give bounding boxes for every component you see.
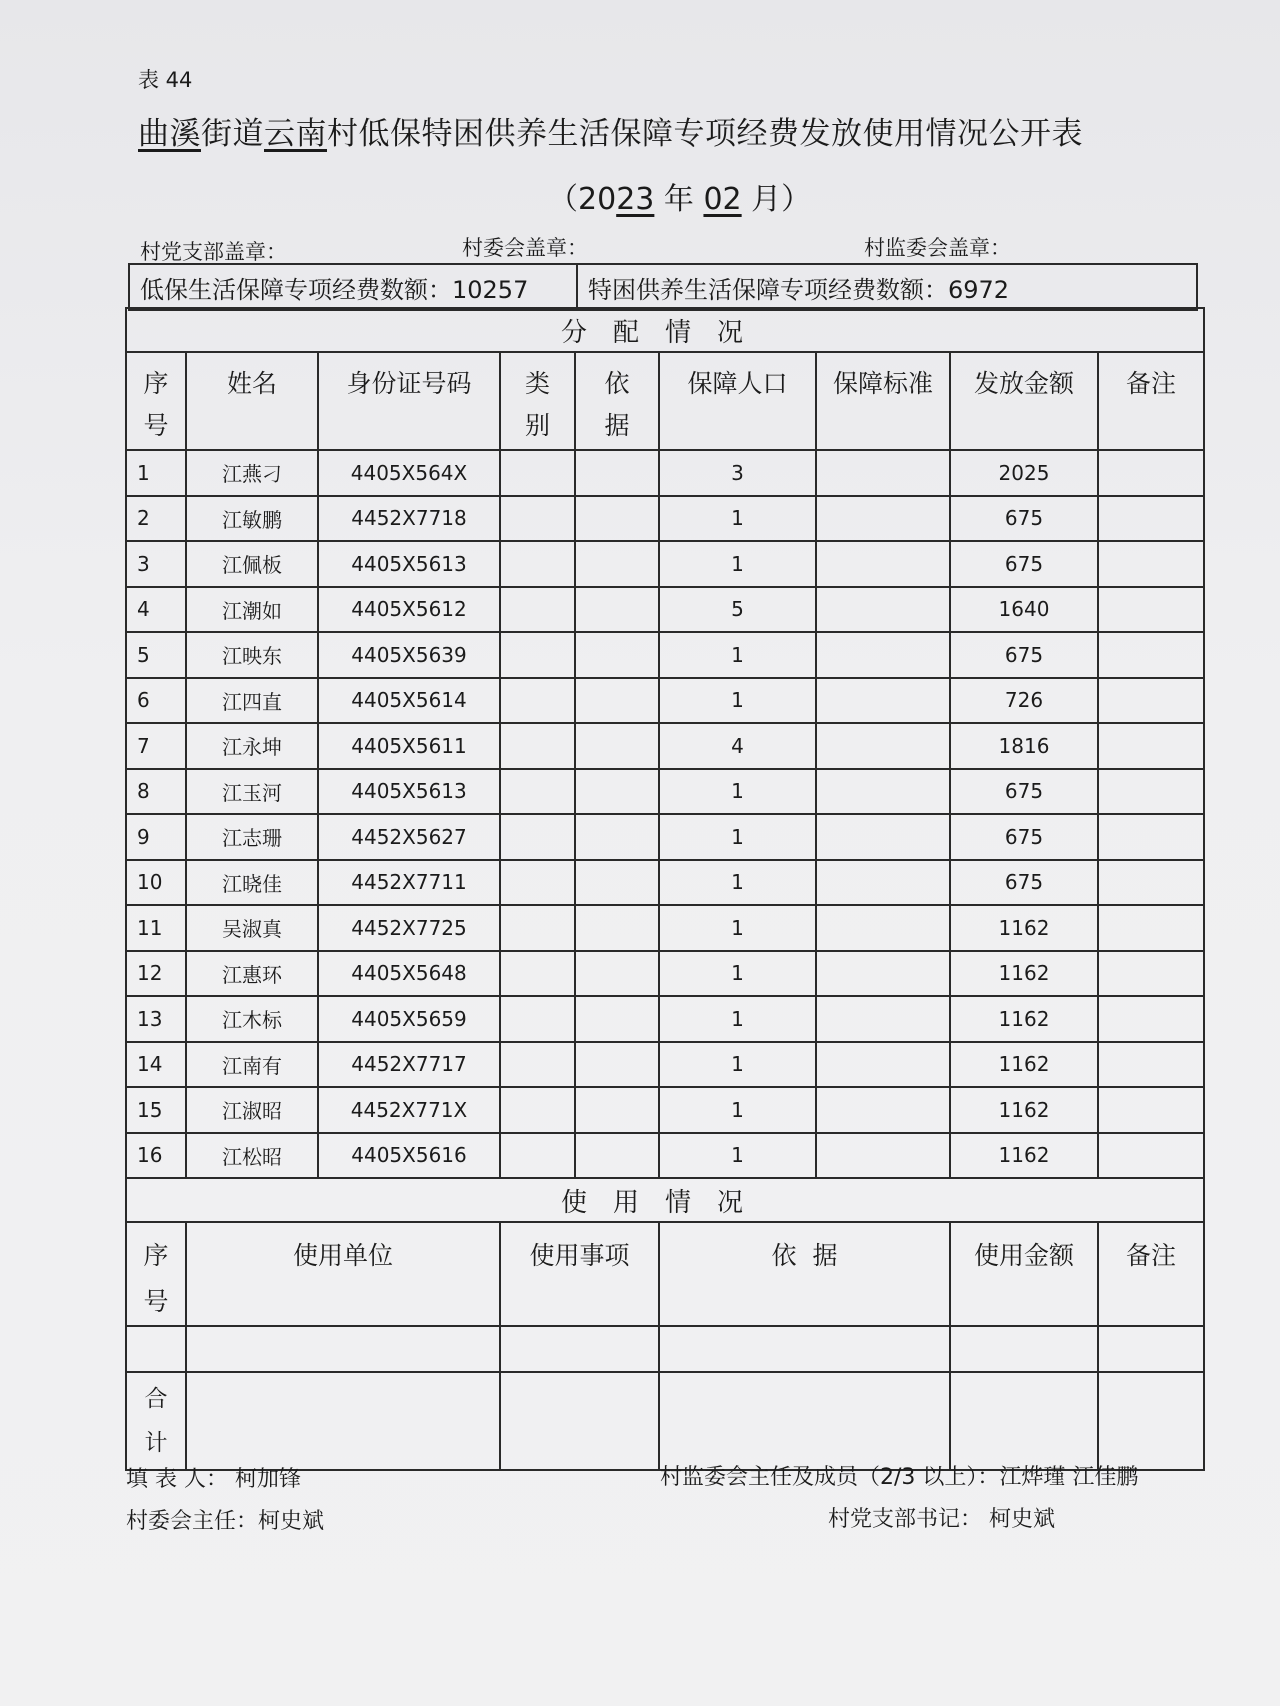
row-category xyxy=(500,678,575,724)
row-population: 1 xyxy=(659,632,816,678)
row-population: 1 xyxy=(659,860,816,906)
row-basis xyxy=(575,496,659,542)
row-seq: 3 xyxy=(126,541,186,587)
row-seq: 14 xyxy=(126,1042,186,1088)
row-name: 江淑昭 xyxy=(186,1087,318,1133)
period-month: 02 xyxy=(703,182,742,217)
fund-amounts-table xyxy=(128,263,1198,311)
row-remark xyxy=(1098,905,1204,951)
row-category xyxy=(500,1133,575,1179)
table-row xyxy=(126,814,1204,860)
row-standard xyxy=(816,1087,950,1133)
row-name: 江玉河 xyxy=(186,769,318,815)
row-seq: 8 xyxy=(126,769,186,815)
row-basis xyxy=(575,860,659,906)
row-seq: 1 xyxy=(126,450,186,496)
row-standard xyxy=(816,1133,950,1179)
row-standard xyxy=(816,1042,950,1088)
row-id: 4405X5613 xyxy=(318,541,500,587)
row-seq: 5 xyxy=(126,632,186,678)
row-amount: 1162 xyxy=(950,905,1098,951)
row-seq: 7 xyxy=(126,723,186,769)
row-category xyxy=(500,496,575,542)
row-amount: 675 xyxy=(950,496,1098,542)
usage-col-header-seq: 序 号 xyxy=(126,1222,186,1326)
row-population: 1 xyxy=(659,541,816,587)
distribution-header-row xyxy=(126,352,1204,450)
row-id: 4405X5639 xyxy=(318,632,500,678)
row-standard xyxy=(816,996,950,1042)
row-remark xyxy=(1098,723,1204,769)
title-street: 街道 xyxy=(201,116,264,152)
row-remark xyxy=(1098,1087,1204,1133)
table-row xyxy=(126,678,1204,724)
document-title xyxy=(138,108,1083,153)
row-id: 4405X5616 xyxy=(318,1133,500,1179)
row-category xyxy=(500,1042,575,1088)
table-row xyxy=(126,1042,1204,1088)
row-remark xyxy=(1098,632,1204,678)
row-population: 1 xyxy=(659,678,816,724)
table-row xyxy=(126,951,1204,997)
supervision-committee-stamp-label: 村监委会盖章： xyxy=(864,236,1011,260)
form-number: 表 44 xyxy=(138,68,193,92)
row-basis xyxy=(575,1042,659,1088)
tekun-fund-amount: 特困供养生活保障专项经费数额：6972 xyxy=(577,264,1197,310)
period xyxy=(548,174,811,218)
usage-cell xyxy=(186,1372,500,1470)
row-amount: 1816 xyxy=(950,723,1098,769)
row-id: 4405X5648 xyxy=(318,951,500,997)
row-remark xyxy=(1098,860,1204,906)
row-standard xyxy=(816,678,950,724)
row-category xyxy=(500,1087,575,1133)
row-remark xyxy=(1098,1133,1204,1179)
row-id: 4452X7711 xyxy=(318,860,500,906)
row-remark xyxy=(1098,496,1204,542)
row-category xyxy=(500,541,575,587)
row-category xyxy=(500,951,575,997)
row-population: 1 xyxy=(659,769,816,815)
usage-header-row xyxy=(126,1222,1204,1326)
table-row xyxy=(126,769,1204,815)
col-header-remark: 备注 xyxy=(1098,352,1204,450)
row-category xyxy=(500,769,575,815)
row-name: 吴淑真 xyxy=(186,905,318,951)
village-committee-stamp-label: 村委会盖章： xyxy=(462,236,588,260)
row-name: 江映东 xyxy=(186,632,318,678)
col-header-id: 身份证号码 xyxy=(318,352,500,450)
usage-cell xyxy=(950,1326,1098,1372)
row-remark xyxy=(1098,678,1204,724)
row-population: 1 xyxy=(659,905,816,951)
row-id: 4405X5614 xyxy=(318,678,500,724)
usage-col-header-basis: 依 据 xyxy=(659,1222,950,1326)
committee-director-signature: 村委会主任：柯史斌 xyxy=(126,1509,325,1534)
table-row xyxy=(126,1133,1204,1179)
row-id: 4452X7718 xyxy=(318,496,500,542)
row-category xyxy=(500,905,575,951)
table-row xyxy=(126,632,1204,678)
row-basis xyxy=(575,723,659,769)
col-header-name: 姓名 xyxy=(186,352,318,450)
row-seq: 9 xyxy=(126,814,186,860)
usage-cell xyxy=(659,1372,950,1470)
row-remark xyxy=(1098,769,1204,815)
row-name: 江佩板 xyxy=(186,541,318,587)
usage-cell xyxy=(1098,1372,1204,1470)
row-category xyxy=(500,723,575,769)
row-category xyxy=(500,587,575,633)
row-seq: 16 xyxy=(126,1133,186,1179)
row-amount: 675 xyxy=(950,860,1098,906)
row-amount: 675 xyxy=(950,632,1098,678)
usage-col-header-amount: 使用金额 xyxy=(950,1222,1098,1326)
period-close: 月） xyxy=(741,182,812,217)
row-name: 江木标 xyxy=(186,996,318,1042)
row-standard xyxy=(816,905,950,951)
distribution-section-title: 分配情况 xyxy=(126,308,1204,352)
row-category xyxy=(500,860,575,906)
table-row xyxy=(126,541,1204,587)
usage-cell xyxy=(500,1372,659,1470)
row-remark xyxy=(1098,587,1204,633)
usage-cell xyxy=(659,1326,950,1372)
row-basis xyxy=(575,769,659,815)
table-row xyxy=(126,860,1204,906)
row-standard xyxy=(816,587,950,633)
row-name: 江燕刁 xyxy=(186,450,318,496)
row-seq: 6 xyxy=(126,678,186,724)
row-seq: 10 xyxy=(126,860,186,906)
row-category xyxy=(500,632,575,678)
row-basis xyxy=(575,951,659,997)
row-amount: 675 xyxy=(950,769,1098,815)
row-basis xyxy=(575,587,659,633)
table-row xyxy=(126,587,1204,633)
row-amount: 1162 xyxy=(950,1042,1098,1088)
title-district: 曲溪 xyxy=(138,116,201,152)
usage-cell xyxy=(1098,1326,1204,1372)
usage-section-title: 使用情况 xyxy=(126,1178,1204,1222)
col-header-standard: 保障标准 xyxy=(816,352,950,450)
table-row xyxy=(126,496,1204,542)
row-name: 江惠环 xyxy=(186,951,318,997)
row-standard xyxy=(816,496,950,542)
row-standard xyxy=(816,860,950,906)
table-row xyxy=(126,723,1204,769)
row-basis xyxy=(575,450,659,496)
row-seq: 4 xyxy=(126,587,186,633)
row-standard xyxy=(816,450,950,496)
row-basis xyxy=(575,814,659,860)
row-name: 江四直 xyxy=(186,678,318,724)
row-basis xyxy=(575,1087,659,1133)
row-standard xyxy=(816,769,950,815)
row-remark xyxy=(1098,951,1204,997)
row-id: 4405X5612 xyxy=(318,587,500,633)
usage-total-label: 合 计 xyxy=(126,1372,186,1470)
usage-col-header-remark: 备注 xyxy=(1098,1222,1204,1326)
row-category xyxy=(500,996,575,1042)
title-rest: 村低保特困供养生活保障专项经费发放使用情况公开表 xyxy=(327,116,1083,152)
row-basis xyxy=(575,632,659,678)
usage-total-row xyxy=(126,1372,1204,1470)
usage-col-header-unit: 使用单位 xyxy=(186,1222,500,1326)
usage-cell xyxy=(500,1326,659,1372)
row-basis xyxy=(575,905,659,951)
row-name: 江南有 xyxy=(186,1042,318,1088)
row-id: 4452X5627 xyxy=(318,814,500,860)
row-amount: 1640 xyxy=(950,587,1098,633)
row-standard xyxy=(816,632,950,678)
row-population: 1 xyxy=(659,1133,816,1179)
row-amount: 675 xyxy=(950,814,1098,860)
row-basis xyxy=(575,678,659,724)
row-id: 4452X771X xyxy=(318,1087,500,1133)
usage-cell xyxy=(126,1326,186,1372)
row-population: 1 xyxy=(659,951,816,997)
row-id: 4452X7717 xyxy=(318,1042,500,1088)
usage-col-header-item: 使用事项 xyxy=(500,1222,659,1326)
row-basis xyxy=(575,1133,659,1179)
row-category xyxy=(500,450,575,496)
row-amount: 2025 xyxy=(950,450,1098,496)
row-seq: 2 xyxy=(126,496,186,542)
row-seq: 11 xyxy=(126,905,186,951)
row-id: 4452X7725 xyxy=(318,905,500,951)
row-remark xyxy=(1098,450,1204,496)
row-amount: 1162 xyxy=(950,951,1098,997)
row-remark xyxy=(1098,1042,1204,1088)
table-row xyxy=(126,996,1204,1042)
period-mid: 年 xyxy=(654,182,704,217)
usage-cell xyxy=(186,1326,500,1372)
row-amount: 1162 xyxy=(950,1133,1098,1179)
period-open: （20 xyxy=(548,182,617,217)
filler-signature: 填 表 人： 柯加锋 xyxy=(126,1467,301,1492)
table-row xyxy=(126,905,1204,951)
row-remark xyxy=(1098,814,1204,860)
row-population: 1 xyxy=(659,814,816,860)
supervisors-signature: 村监委会主任及成员（2/3 以上）：江烨瑾 江佳鹏 xyxy=(660,1465,1139,1490)
row-amount: 1162 xyxy=(950,1087,1098,1133)
party-secretary-signature: 村党支部书记： 柯史斌 xyxy=(828,1507,1055,1532)
usage-cell xyxy=(950,1372,1098,1470)
row-population: 1 xyxy=(659,1087,816,1133)
col-header-amount: 发放金额 xyxy=(950,352,1098,450)
row-id: 4405X5659 xyxy=(318,996,500,1042)
row-basis xyxy=(575,996,659,1042)
dibao-fund-amount: 低保生活保障专项经费数额：10257 xyxy=(129,264,577,310)
row-standard xyxy=(816,541,950,587)
row-population: 1 xyxy=(659,496,816,542)
row-id: 4405X5613 xyxy=(318,769,500,815)
usage-blank-row xyxy=(126,1326,1204,1372)
row-name: 江潮如 xyxy=(186,587,318,633)
row-id: 4405X564X xyxy=(318,450,500,496)
row-population: 3 xyxy=(659,450,816,496)
row-remark xyxy=(1098,541,1204,587)
row-standard xyxy=(816,951,950,997)
row-standard xyxy=(816,723,950,769)
row-category xyxy=(500,814,575,860)
row-population: 1 xyxy=(659,1042,816,1088)
row-remark xyxy=(1098,996,1204,1042)
row-name: 江松昭 xyxy=(186,1133,318,1179)
col-header-category: 类 别 xyxy=(500,352,575,450)
row-standard xyxy=(816,814,950,860)
row-basis xyxy=(575,541,659,587)
period-year: 23 xyxy=(616,182,655,217)
row-seq: 12 xyxy=(126,951,186,997)
distribution-usage-table xyxy=(125,307,1205,1471)
row-seq: 15 xyxy=(126,1087,186,1133)
row-population: 5 xyxy=(659,587,816,633)
row-population: 1 xyxy=(659,996,816,1042)
col-header-basis: 依 据 xyxy=(575,352,659,450)
row-name: 江晓佳 xyxy=(186,860,318,906)
row-population: 4 xyxy=(659,723,816,769)
row-seq: 13 xyxy=(126,996,186,1042)
row-amount: 675 xyxy=(950,541,1098,587)
row-amount: 726 xyxy=(950,678,1098,724)
title-village: 云南 xyxy=(264,116,327,152)
row-name: 江永坤 xyxy=(186,723,318,769)
row-id: 4405X5611 xyxy=(318,723,500,769)
row-amount: 1162 xyxy=(950,996,1098,1042)
table-row xyxy=(126,1087,1204,1133)
party-branch-stamp-label: 村党支部盖章： xyxy=(140,240,287,264)
row-name: 江敏鹏 xyxy=(186,496,318,542)
row-name: 江志珊 xyxy=(186,814,318,860)
col-header-population: 保障人口 xyxy=(659,352,816,450)
table-row xyxy=(126,450,1204,496)
col-header-seq: 序 号 xyxy=(126,352,186,450)
